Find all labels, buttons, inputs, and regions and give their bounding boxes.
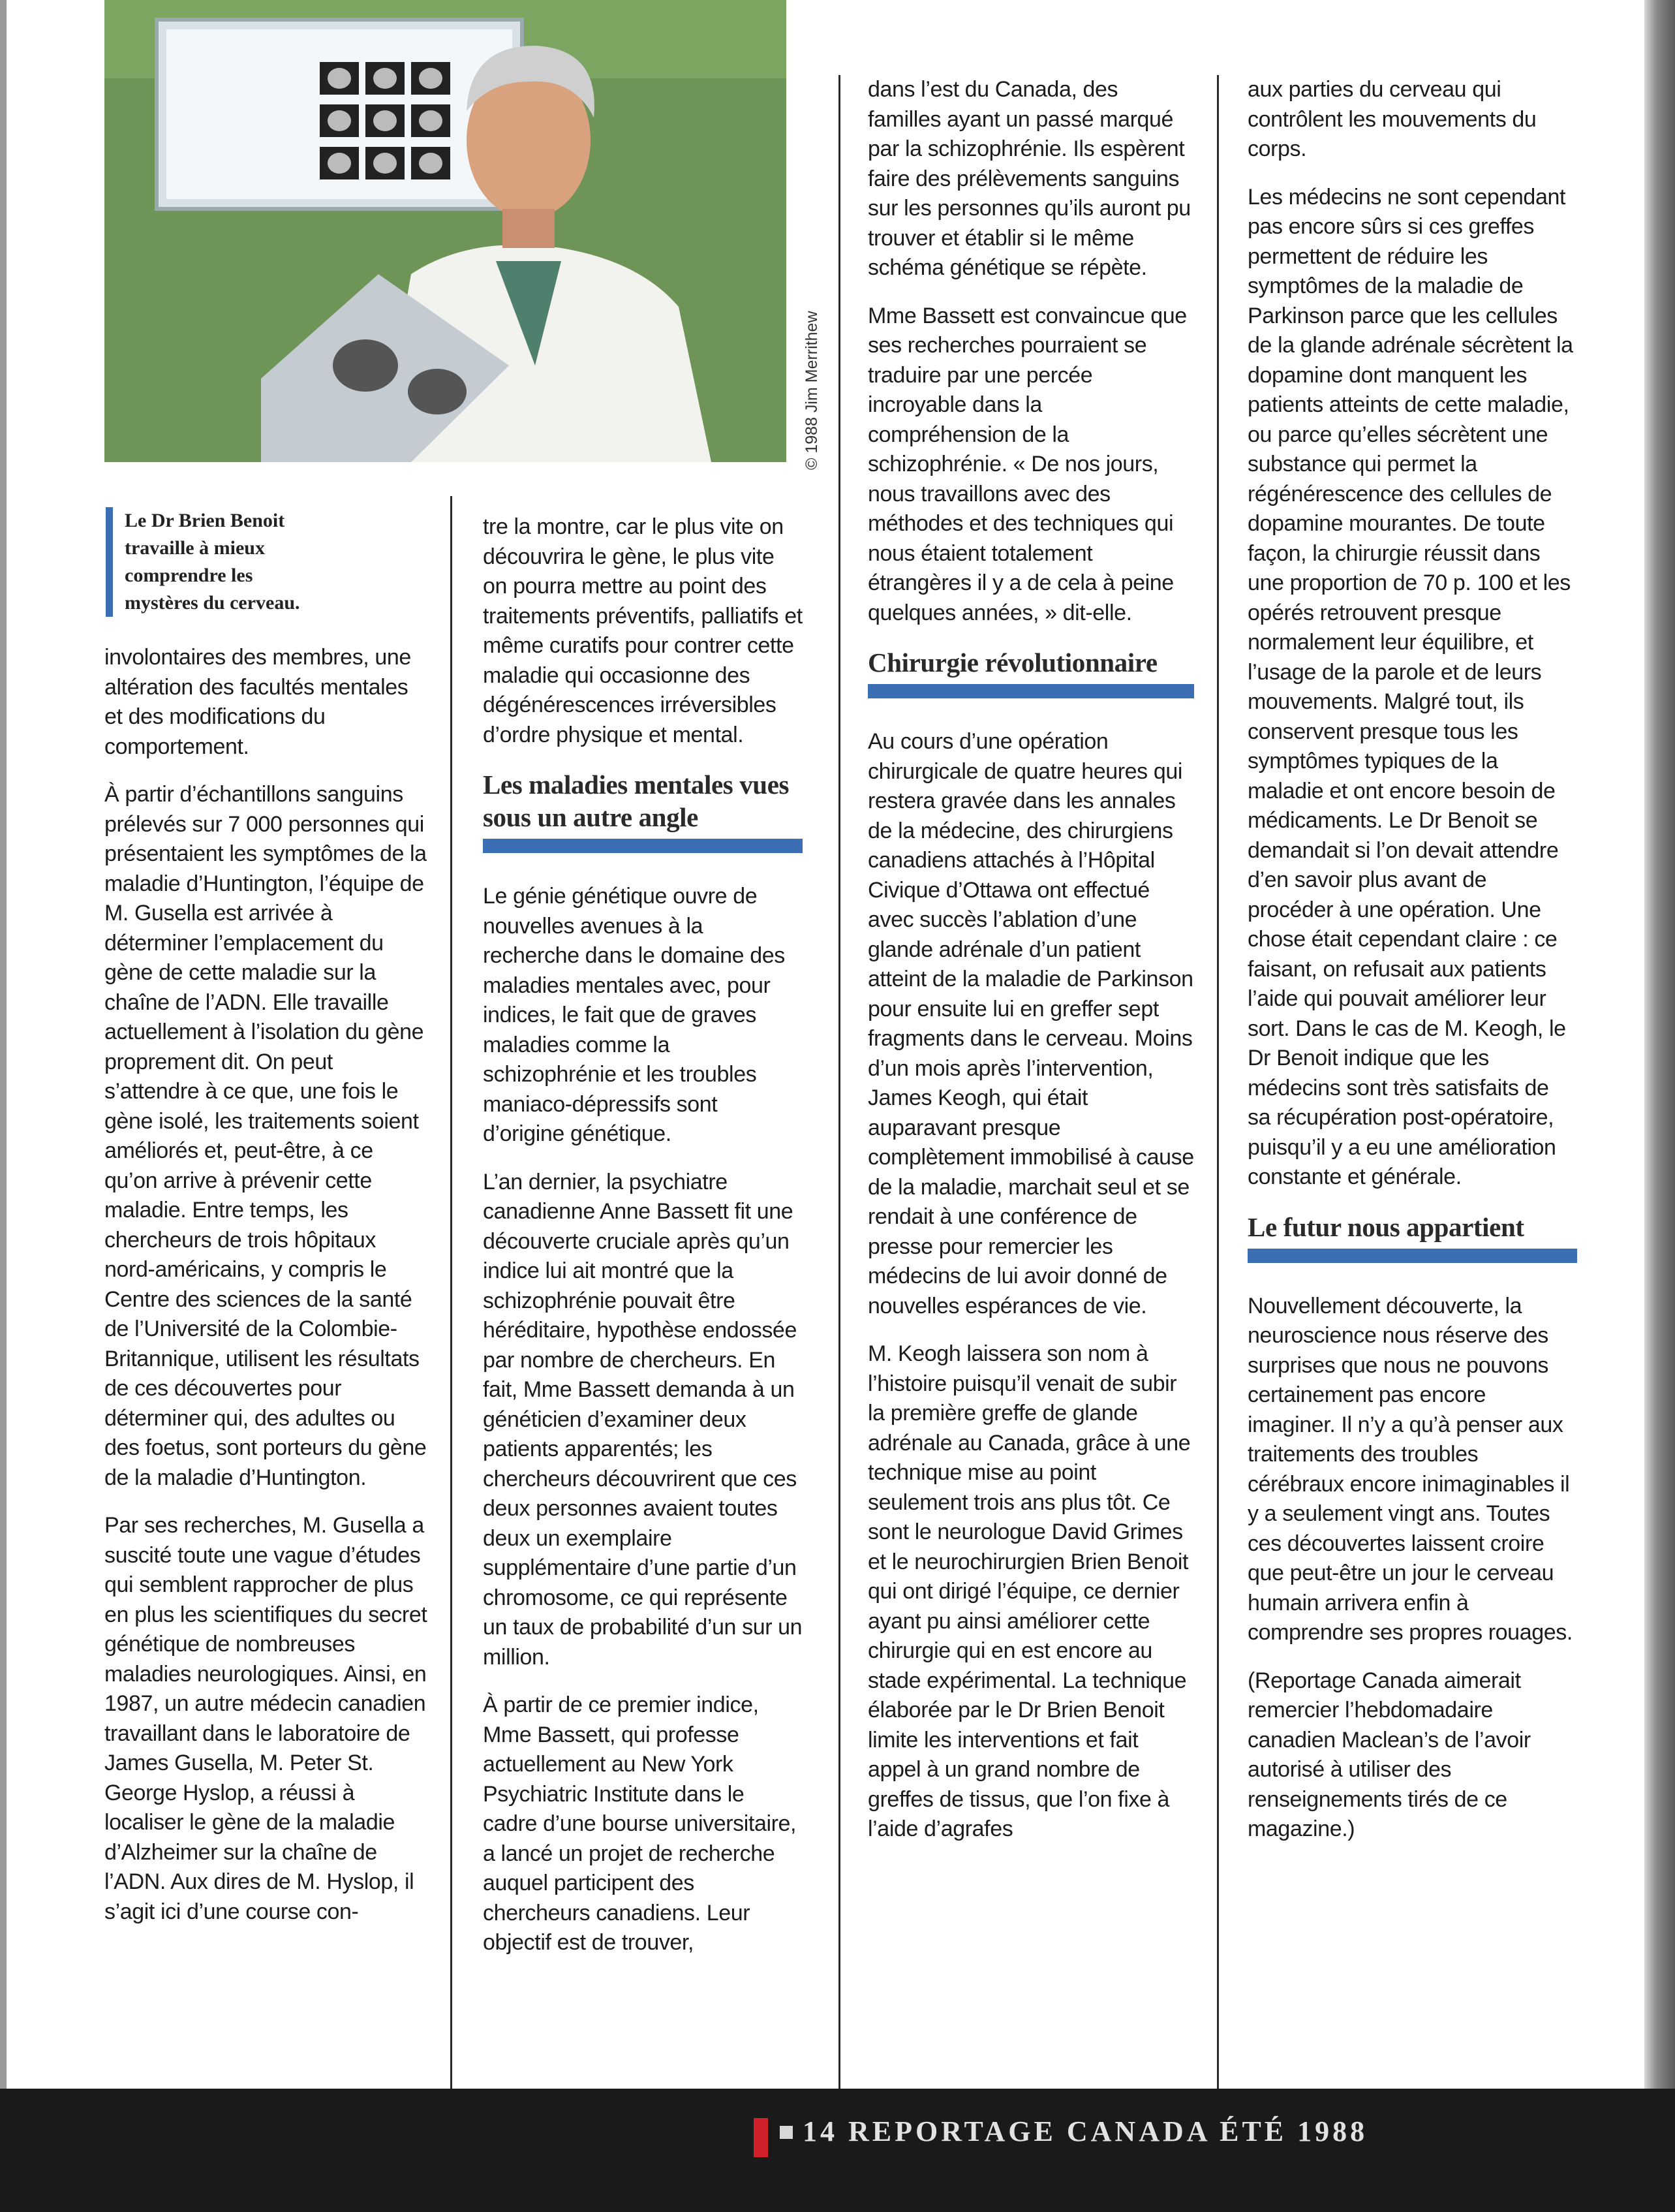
paragraph: À partir d’échantillons sanguins prélevés sur 7 000 personnes qui présentaient les symptômes de la maladie d’Huntington, l’équipe de M. Gusella est arrivée à déterminer l’emplacement du gène de cette maladie sur la chaîne de l’ADN. Elle travaille actuellement à l’isolation du gène proprement dit. On peut s’attendre à ce que, une fois le gène isolé, les traitements soient améliorés et, peut-être, à ce qu’on arrive à prévenir cette maladie. Entre temps, les chercheurs de trois hôpitaux nord-américains, y compris le Centre des sciences de la santé de l’Université de la Colombie-Britannique, utilisent les résultats de ces découvertes pour déterminer qui, des adultes ou des foetus, sont porteurs du gène de la maladie d’Huntington. xyxy=(104,782,427,1490)
paragraph: L’an dernier, la psychiatre canadienne Anne Bassett fit une découverte cruciale après qu’un indice lui ait montré que la schizophrénie pouvait être héréditaire, hypothèse endossée par nombre de chercheurs. En fait, Mme Bassett demanda à un généticien d’examiner deux patients apparentés; les chercheurs découvrirent que ces deux personnes avaient toutes deux un exemplaire supplémentaire d’une partie d’un chromosome, ce qui représente un taux de probabilité d’un sur un million. xyxy=(483,1169,803,1670)
page-footer xyxy=(0,2089,1675,2212)
folio: 14 REPORTAGE CANADA ÉTÉ 1988 xyxy=(803,2115,1368,2147)
paragraph: involontaires des membres, une altération des facultés mentales et des modifications du comportement. xyxy=(104,645,411,759)
paragraph: Par ses recherches, M. Gusella a suscité toute une vague d’études qui semblent rapprocher de plus en plus les scientifiques du secret génétique de nombreuses maladies neurologiques. Ainsi, en 1987, un autre médecin canadien travaillant dans le laboratoire de James Gusella, M. Peter St. George Hyslop, a réussi à localiser le gène de la maladie d’Alzheimer sur la chaîne de l’ADN. Aux dires de M. Hyslop, il s’agit ici d’une course con- xyxy=(104,1513,427,1924)
heading-rule xyxy=(483,839,803,853)
heading-rule xyxy=(1248,1249,1577,1263)
caption-line: mystères du cerveau. xyxy=(125,592,300,614)
heading-rule xyxy=(868,684,1194,698)
section-heading: Les maladies mentales vues sous un autre angle xyxy=(483,770,790,832)
paragraph: Nouvellement découverte, la neuroscience nous réserve des surprises que nous ne pouvons certainement pas encore imaginer. Il n’y a qu’à penser aux traitements des troubles cérébraux encore inimaginables il y a seulement vingt ans. Toutes ces découvertes laissent croire que peut-être un jour le cerveau humain arrivera enfin à comprendre ses propres rouages. xyxy=(1248,1293,1573,1645)
article-column-4 xyxy=(1248,75,1577,1863)
footer-red-mark xyxy=(754,2118,768,2157)
caption-line: travaille à mieux xyxy=(125,537,265,559)
photo-credit: © 1988 Jim Merrithew xyxy=(803,311,821,470)
paragraph: M. Keogh laissera son nom à l’histoire puisqu’il venait de subir la première greffe de glande adrénale au Canada, grâce à une technique mise au point seulement trois ans plus tôt. Ce sont le neurologue David Grimes et le neurochirurgien Brien Benoit qui ont dirigé l’équipe, ce dernier ayant pu ainsi améliorer cette chirurgie qui en est encore au stade expérimental. La technique élaborée par le Dr Brien Benoit limite les interventions et fait appel à un grand nombre de greffes de tissus, que l’on fixe à l’aide d’agrafes xyxy=(868,1341,1191,1841)
paragraph: Les médecins ne sont cependant pas encore sûrs si ces greffes permettent de réduire les symptômes de la maladie de Parkinson parce que les cellules de la glande adrénale sécrètent la dopamine dont manquent les patients atteints de cette maladie, ou parce qu’elles sécrètent une substance qui permet la régénérescence des cellules de dopamine mourantes. De toute façon, la chirurgie réussit dans une proportion de 70 p. 100 et les opérés retrouvent presque normalement leur équilibre, et l’usage de la parole et de leurs mouvements. Malgré tout, ils conservent presque tous les symptômes typiques de la maladie et ont encore besoin de médicaments. Le Dr Benoit se demandait si l’on devait attendre d’en savoir plus avant de procéder à une opération. Une chose était cependant claire : ce faisant, on refusait aux patients l’aide qui pouvait améliorer leur sort. Dans le cas de M. Keogh, le Dr Benoit indique que les médecins sont très satisfaits de sa récupération post-opératoire, puisqu’il y a eu une amélioration constante et générale. xyxy=(1248,184,1573,1189)
paragraph: aux parties du cerveau qui contrôlent les mouvements du corps. xyxy=(1248,77,1537,161)
paragraph: Le génie génétique ouvre de nouvelles avenues à la recherche dans le domaine des maladies mentales avec, pour indices, le fait que de graves maladies comme la schizophrénie et les troubles maniaco-dépressifs sont d’origine génétique. xyxy=(483,884,785,1146)
paragraph: dans l’est du Canada, des familles ayant un passé marqué par la schizophrénie. Ils espèrent faire des prélèvements sanguins sur les personnes qu’ils auront pu trouver et établir si le même schéma génétique se répète. xyxy=(868,77,1191,280)
column-rule xyxy=(450,496,452,2089)
article-column-2 xyxy=(483,512,803,1976)
page-left-edge xyxy=(0,0,7,2089)
paragraph: À partir de ce premier indice, Mme Bassett, qui professe actuellement au New York Psychiatric Institute dans le cadre d’une bourse universitaire, a lancé un projet de recherche auquel participent des chercheurs canadiens. Leur objectif est de trouver, xyxy=(483,1692,797,1955)
column-rule xyxy=(838,75,840,2089)
article-column-3 xyxy=(868,75,1194,1863)
section-heading: Le futur nous appartient xyxy=(1248,1211,1524,1242)
caption-line: Le Dr Brien Benoit xyxy=(125,510,285,531)
footer-square-icon xyxy=(780,2126,793,2139)
doctor-photo xyxy=(104,0,786,462)
section-heading: Chirurgie révolutionnaire xyxy=(868,647,1158,678)
column-rule xyxy=(1217,75,1219,2089)
paragraph: (Reportage Canada aimerait remercier l’hebdomadaire canadien Maclean’s de l’avoir autorisé à utiliser des renseignements tirés de ce magazine.) xyxy=(1248,1668,1531,1841)
caption-line: comprendre les xyxy=(125,565,253,586)
facing-page-edge xyxy=(1644,0,1675,2089)
paragraph: Au cours d’une opération chirurgicale de quatre heures qui restera gravée dans les annales de la médecine, des chirurgiens canadiens attachés à l’Hôpital Civique d’Ottawa ont effectué avec succès l’ablation d’une glande adrénale d’un patient atteint de la maladie de Parkinson pour ensuite lui en greffer sept fragments dans le cerveau. Moins d’un mois après l’intervention, James Keogh, qui était auparavant presque complètement immobilisé à cause de la maladie, marchait seul et se rendait à une conférence de presse pour remercier les médecins de lui avoir donné de nouvelles espérances de vie. xyxy=(868,729,1194,1318)
photo-caption xyxy=(106,507,373,617)
paragraph: tre la montre, car le plus vite on découvrira le gène, le plus vite on pourra mettre au point des traitements préventifs, palliatifs et même curatifs pour contrer cette maladie qui occasionne des dégénérescences irréversibles d’ordre physique et mental. xyxy=(483,514,803,747)
article-column-1 xyxy=(104,643,431,1945)
paragraph: Mme Bassett est convaincue que ses recherches pourraient se traduire par une percée incroyable dans la compréhension de la schizophrénie. « De nos jours, nous travaillons avec des méthodes et des techniques qui nous étaient totalement étrangères il y a de cela à peine quelques années, » dit-elle. xyxy=(868,303,1187,625)
